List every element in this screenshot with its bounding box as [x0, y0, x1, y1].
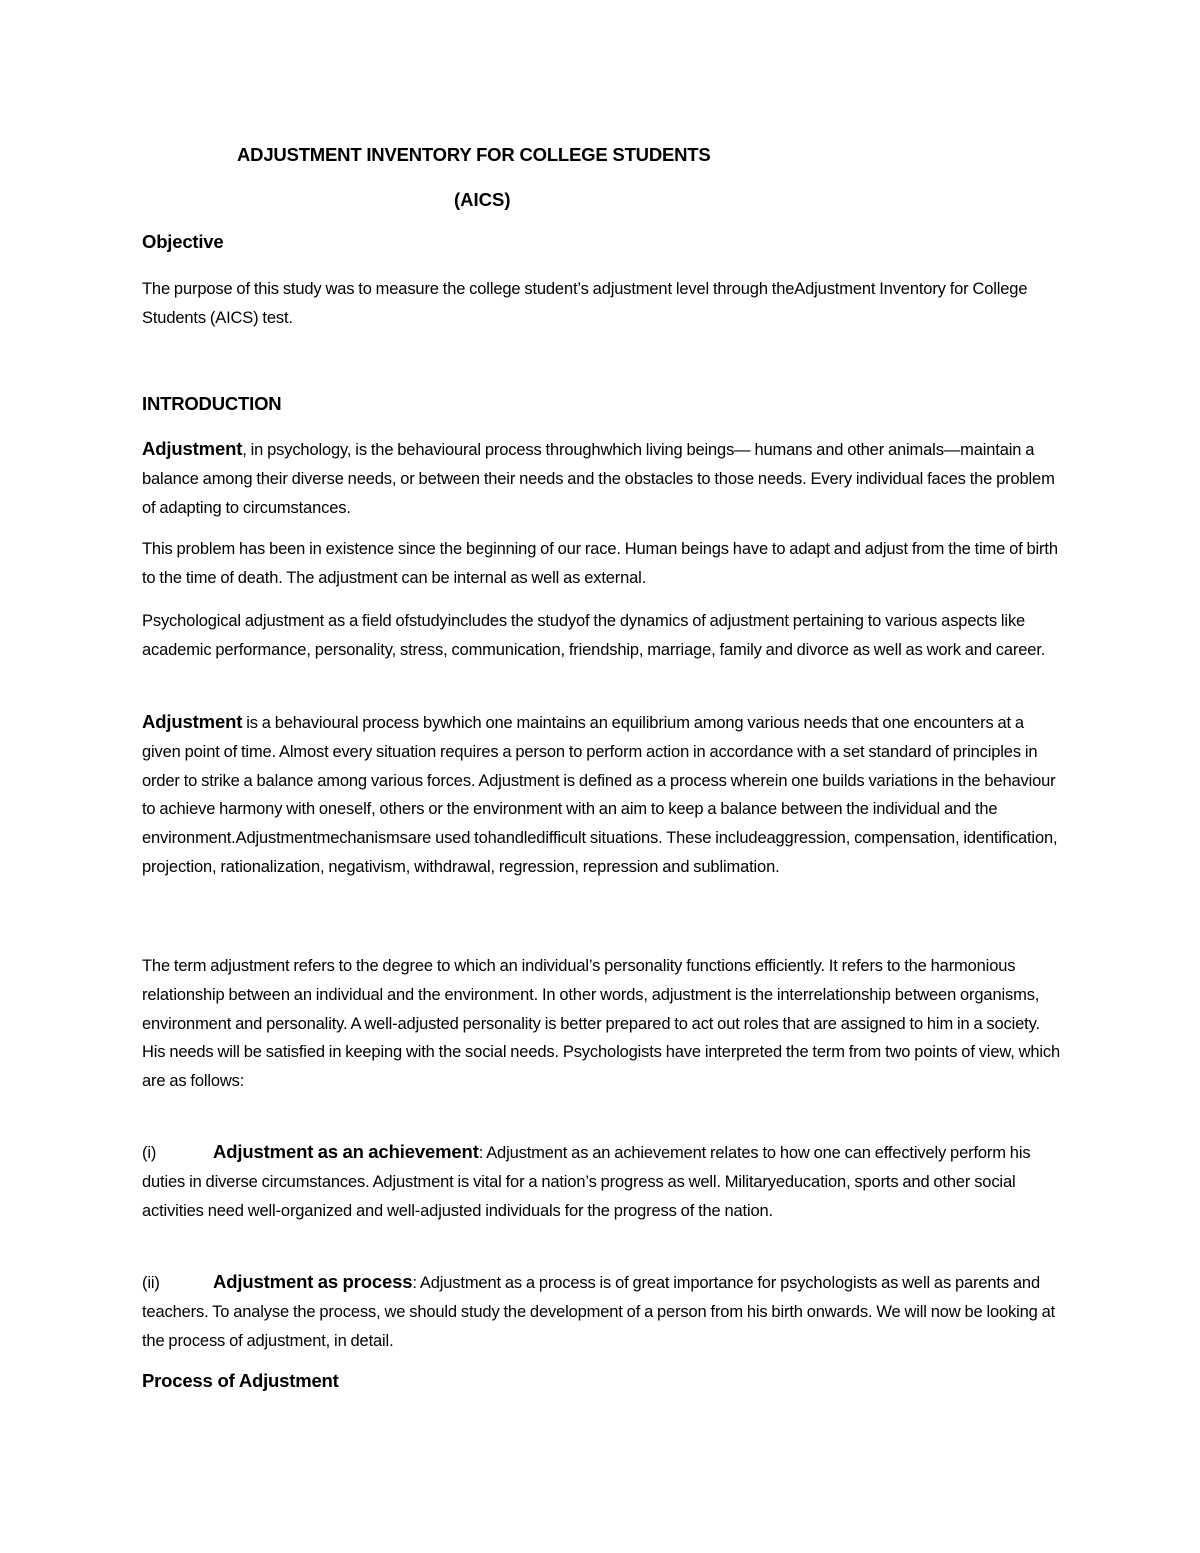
- adjustment-term: Adjustment: [142, 711, 243, 732]
- list-item: [142, 1138, 1062, 1225]
- list-marker: (i): [142, 1144, 157, 1162]
- document-subtitle: (AICS): [454, 189, 511, 210]
- list-item-term: Adjustment as an achievement: [213, 1141, 479, 1162]
- intro-paragraph-4-text: is a behavioural process bywhich one maintains an equilibrium among various needs that one encounters at a given point of time. Almost every situation requires a person to perform action in accordance with a set standard of principles in order to strike a balance among various forces. Adjustment is defined as a process wherein one builds variations in the behaviour to achieve harmony with oneself, others or the environment with an aim to keep a balance between the individual and the environment.Adjustmentmechanismsare used tohandledifficult situations. These includeaggression, compensation, identification, projection, rationalization, negativism, withdrawal, regression, repression and sublimation.: [142, 714, 1058, 876]
- intro-paragraph-1-text: , in psychology, is the behavioural process throughwhich living beings— humans and other animals—maintain a balance among their diverse needs, or between their needs and the obstacles to those needs. Every individual faces the problem of adapting to circumstances.: [142, 441, 1055, 517]
- intro-paragraph-5: The term adjustment refers to the degree to which an individual’s personality functions efficiently. It refers to the harmonious relationship between an individual and the environment. In other words, adjustment is the interrelationship between organisms, environment and personality. A well-adjusted personality is better prepared to act out roles that are assigned to him in a society. His needs will be satisfied in keeping with the social needs. Psychologists have interpreted the term from two points of view, which are as follows:: [142, 957, 1061, 1091]
- intro-paragraph-3: Psychological adjustment as a field ofstudyincludes the studyof the dynamics of adjustment pertaining to various aspects like academic performance, personality, stress, communication, friendship, marriage, family and divorce as well as work and career.: [142, 612, 1046, 659]
- intro-paragraph-4: [142, 708, 1062, 882]
- intro-paragraph-1: [142, 435, 1062, 522]
- list-marker: (ii): [142, 1274, 160, 1292]
- list-item-text: : Adjustment as a process is of great importance for psychologists as well as parents and teachers. To analyse the process, we should study the development of a person from his birth onwards. We will now be looking at the process of adjustment, in detail.: [142, 1274, 1056, 1350]
- objective-heading: Objective: [142, 231, 224, 252]
- intro-paragraph-2: This problem has been in existence since the beginning of our race. Human beings have to adapt and adjust from the time of birth to the time of death. The adjustment can be internal as well as external.: [142, 540, 1058, 587]
- document-title: ADJUSTMENT INVENTORY FOR COLLEGE STUDENTS: [237, 144, 711, 165]
- process-heading: Process of Adjustment: [142, 1370, 339, 1391]
- adjustment-term: Adjustment: [142, 438, 243, 459]
- objective-paragraph: The purpose of this study was to measure the college student’s adjustment level through theAdjustment Inventory for College Students (AICS) test.: [142, 280, 1028, 327]
- list-item-text: : Adjustment as an achievement relates to how one can effectively perform his duties in diverse circumstances. Adjustment is vital for a nation’s progress as well. Militaryeducation, sports and other social activities need well-organized and well-adjusted individuals for the progress of the nation.: [142, 1144, 1031, 1220]
- list-item: [142, 1268, 1062, 1355]
- introduction-heading: INTRODUCTION: [142, 393, 282, 414]
- list-item-term: Adjustment as process: [213, 1271, 413, 1292]
